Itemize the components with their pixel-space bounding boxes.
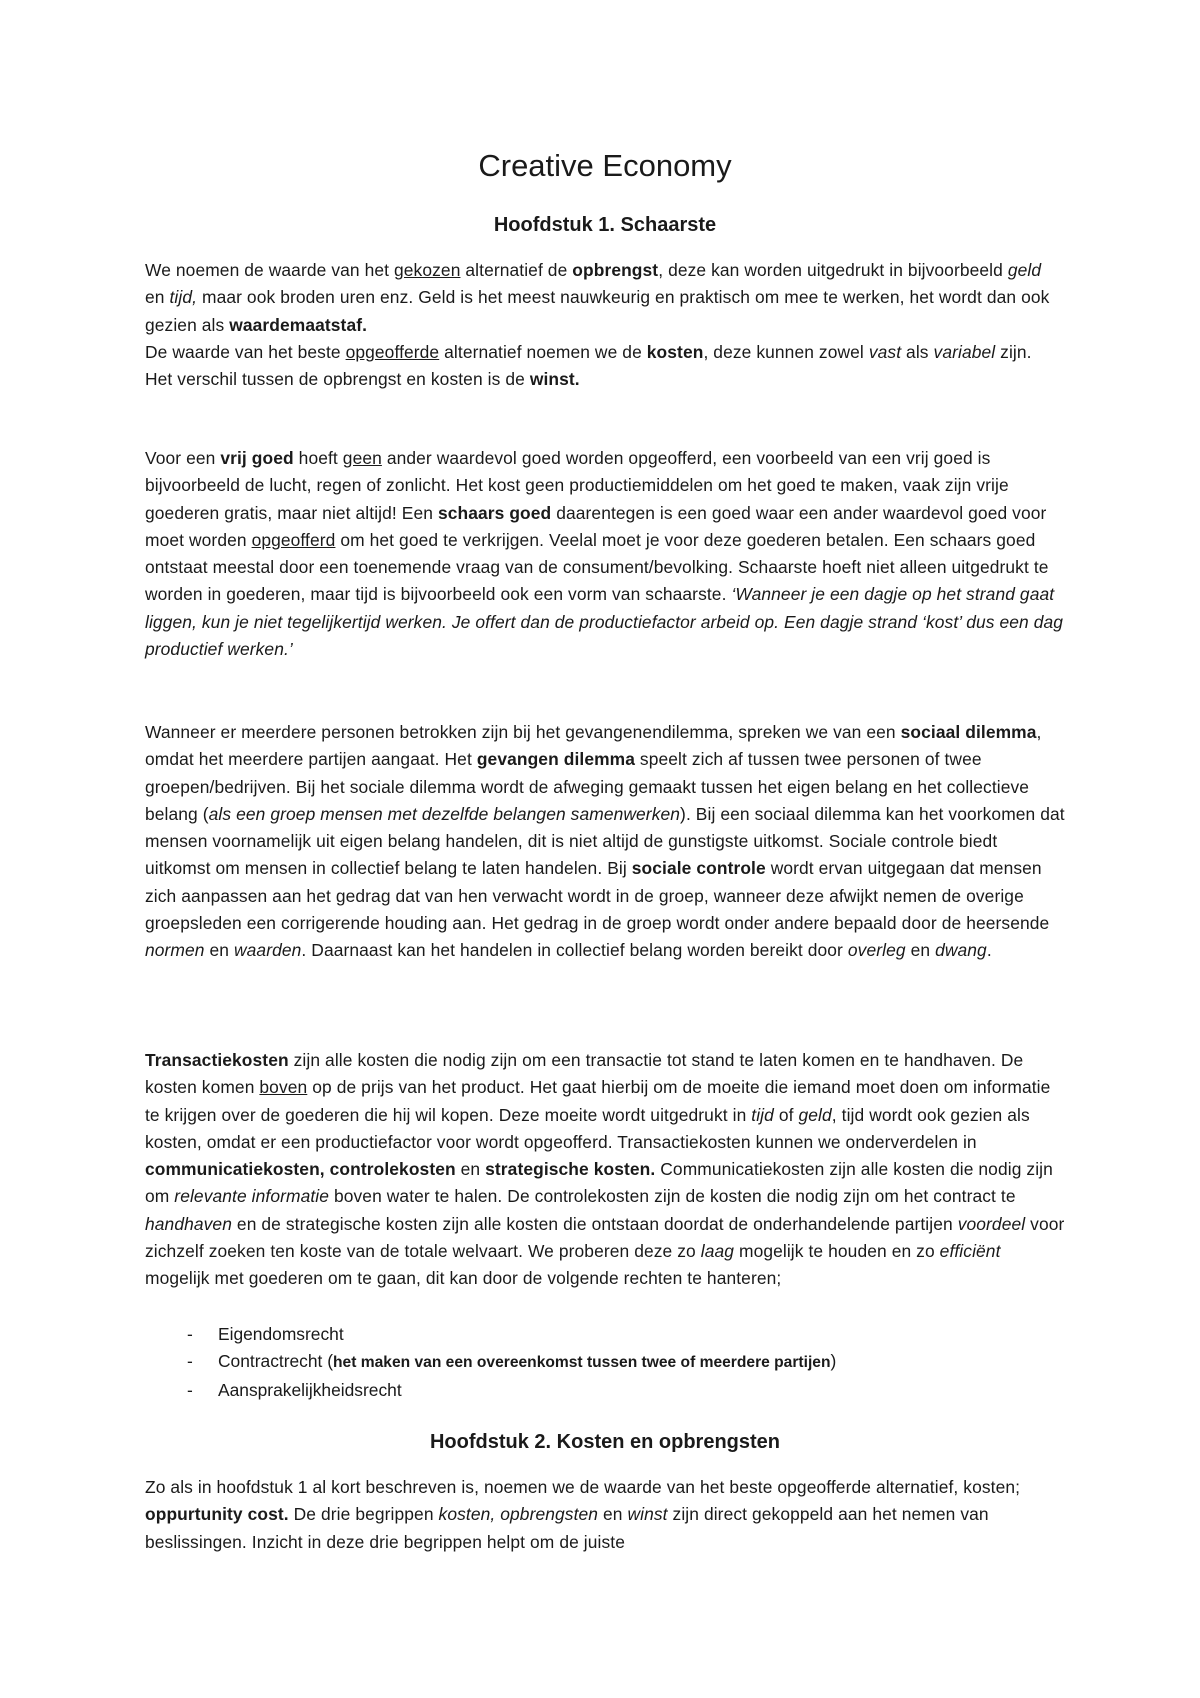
- chapter-1-paragraph-3: Wanneer er meerdere personen betrokken zijn bij het gevangenendilemma, spreken we van een sociaal dilemma, omdat het meerdere partijen aangaat. Het gevangen dilemma speelt zich af tussen twee personen of twee groepen/bedrijven. Bij het sociale dilemma wordt de afweging gemaakt tussen het eigen belang en het collectieve belang (als een groep mensen met dezelfde belangen samenwerken). Bij een sociaal dilemma kan het voorkomen dat mensen voornamelijk uit eigen belang handelen, dit is niet altijd de gunstigste uitkomst. Sociale controle biedt uitkomst om mensen in collectief belang te laten handelen. Bij sociale controle wordt ervan uitgegaan dat mensen zich aanpassen aan het gedrag dat van hen verwacht wordt in de groep, wanneer deze afwijkt nemen de overige groepsleden een corrigerende houding aan. Het gedrag in de groep wordt onder andere bepaald door de heersende normen en waarden. Daarnaast kan het handelen in collectief belang worden bereikt door overleg en dwang.: [145, 722, 1065, 961]
- list-item: - Eigendomsrecht: [145, 1321, 1065, 1348]
- list-item: - Contractrecht (het maken van een overeenkomst tussen twee of meerdere partijen): [145, 1348, 1065, 1376]
- chapter-1-heading: Hoofdstuk 1. Schaarste: [493, 214, 717, 236]
- rights-list: [145, 1321, 1065, 1404]
- chapter-2-heading: Hoofdstuk 2. Kosten en opbrengsten: [429, 1431, 781, 1453]
- chapter-1-paragraph-2: Voor een vrij goed hoeft geen ander waardevol goed worden opgeofferd, een voorbeeld van een vrij goed is bijvoorbeeld de lucht, regen of zonlicht. Het kost geen productiemiddelen om het goed te maken, vaak zijn vrije goederen gratis, maar niet altijd! Een schaars goed daarentegen is een goed waar een ander waardevol goed voor moet worden opgeofferd om het goed te verkrijgen. Veelal moet je voor deze goederen betalen. Een schaars goed ontstaat meestal door een toenemende vraag van de consument/bevolking. Schaarste hoeft niet alleen uitgedrukt te worden in goederen, maar tijd is bijvoorbeeld ook een vorm van schaarste. ‘Wanneer je een dagje op het strand gaat liggen, kun je niet tegelijkertijd werken. Je offert dan de productiefactor arbeid op. Een dagje strand ‘kost’ dus een dag productief werken.’: [145, 448, 1064, 660]
- document-title: Creative Economy: [478, 148, 732, 183]
- list-item: - Aansprakelijkheidsrecht: [145, 1377, 1065, 1404]
- chapter-2-paragraph-1: Zo als in hoofdstuk 1 al kort beschreven is, noemen we de waarde van het beste opgeofferde alternatief, kosten; oppurtunity cost. De drie begrippen kosten, opbrengsten en winst zijn direct gekoppeld aan het nemen van beslissingen. Inzicht in deze drie begrippen helpt om de juiste: [145, 1477, 1021, 1552]
- list-dash: -: [187, 1351, 193, 1372]
- chapter-1-paragraph-1: We noemen de waarde van het gekozen alternatief de opbrengst, deze kan worden uitgedrukt in bijvoorbeeld geld en tijd, maar ook broden uren enz. Geld is het meest nauwkeurig en praktisch om mee te werken, het wordt dan ook gezien als waardemaatstaf. De waarde van het beste opgeofferde alternatief noemen we de kosten, deze kunnen zowel vast als variabel zijn. Het verschil tussen de opbrengst en kosten is de winst.: [145, 260, 1050, 390]
- list-dash: -: [187, 1324, 193, 1344]
- chapter-1-paragraph-4: Transactiekosten zijn alle kosten die nodig zijn om een transactie tot stand te laten komen en te handhaven. De kosten komen boven op de prijs van het product. Het gaat hierbij om de moeite die iemand moet doen om informatie te krijgen over de goederen die hij wil kopen. Deze moeite wordt uitgedrukt in tijd of geld, tijd wordt ook gezien als kosten, omdat er een productiefactor voor wordt opgeofferd. Transactiekosten kunnen we onderverdelen in communicatiekosten, controlekosten en strategische kosten. Communicatiekosten zijn alle kosten die nodig zijn om relevante informatie boven water te halen. De controlekosten zijn de kosten die nodig zijn om het contract te handhaven en de strategische kosten zijn alle kosten die ontstaan doordat de onderhandelende partijen voordeel voor zichzelf zoeken ten koste van de totale welvaart. We proberen deze zo laag mogelijk te houden en zo efficiënt mogelijk met goederen om te gaan, dit kan door de volgende rechten te hanteren;: [145, 1050, 1065, 1289]
- list-dash: -: [187, 1379, 193, 1400]
